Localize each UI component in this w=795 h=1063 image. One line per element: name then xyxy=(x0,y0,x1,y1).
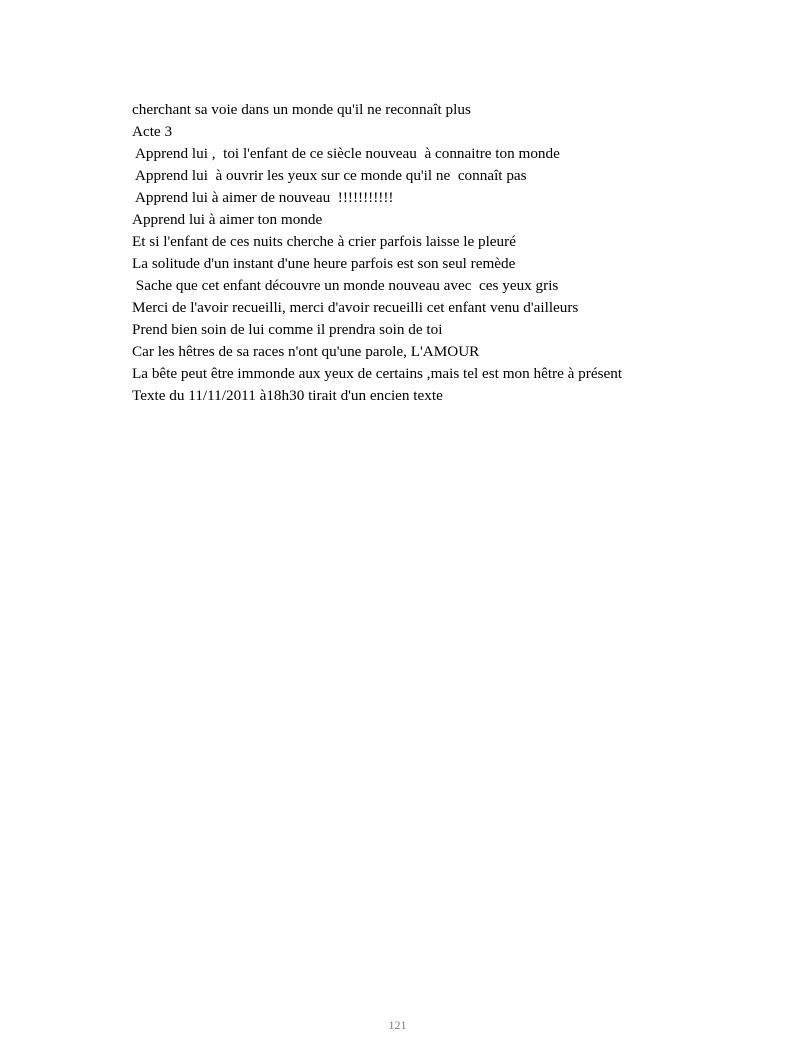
page-number: 121 xyxy=(388,1018,407,1032)
text-line: Merci de l'avoir recueilli, merci d'avoir recueilli cet enfant venu d'ailleurs xyxy=(132,299,579,316)
poem-text-block xyxy=(132,99,677,407)
text-line: La solitude d'un instant d'une heure parfois est son seul remède xyxy=(132,255,516,272)
text-line: Apprend lui à aimer de nouveau !!!!!!!!!!! xyxy=(132,189,394,206)
text-line: cherchant sa voie dans un monde qu'il ne reconnaît plus xyxy=(132,101,471,118)
text-line: Sache que cet enfant découvre un monde nouveau avec ces yeux gris xyxy=(132,277,559,294)
text-line: La bête peut être immonde aux yeux de certains ,mais tel est mon hêtre à présent xyxy=(132,365,623,382)
text-line: Prend bien soin de lui comme il prendra soin de toi xyxy=(132,321,443,338)
act-heading: Acte 3 xyxy=(132,123,173,140)
text-line: Apprend lui , toi l'enfant de ce siècle nouveau à connaitre ton monde xyxy=(132,145,560,162)
text-line: Et si l'enfant de ces nuits cherche à crier parfois laisse le pleuré xyxy=(132,233,516,250)
date-signature-line: Texte du 11/11/2011 à18h30 tirait d'un encien texte xyxy=(132,387,443,404)
text-line: Apprend lui à ouvrir les yeux sur ce monde qu'il ne connaît pas xyxy=(132,167,527,184)
text-line: Apprend lui à aimer ton monde xyxy=(132,211,323,228)
text-line: Car les hêtres de sa races n'ont qu'une parole, L'AMOUR xyxy=(132,343,480,360)
